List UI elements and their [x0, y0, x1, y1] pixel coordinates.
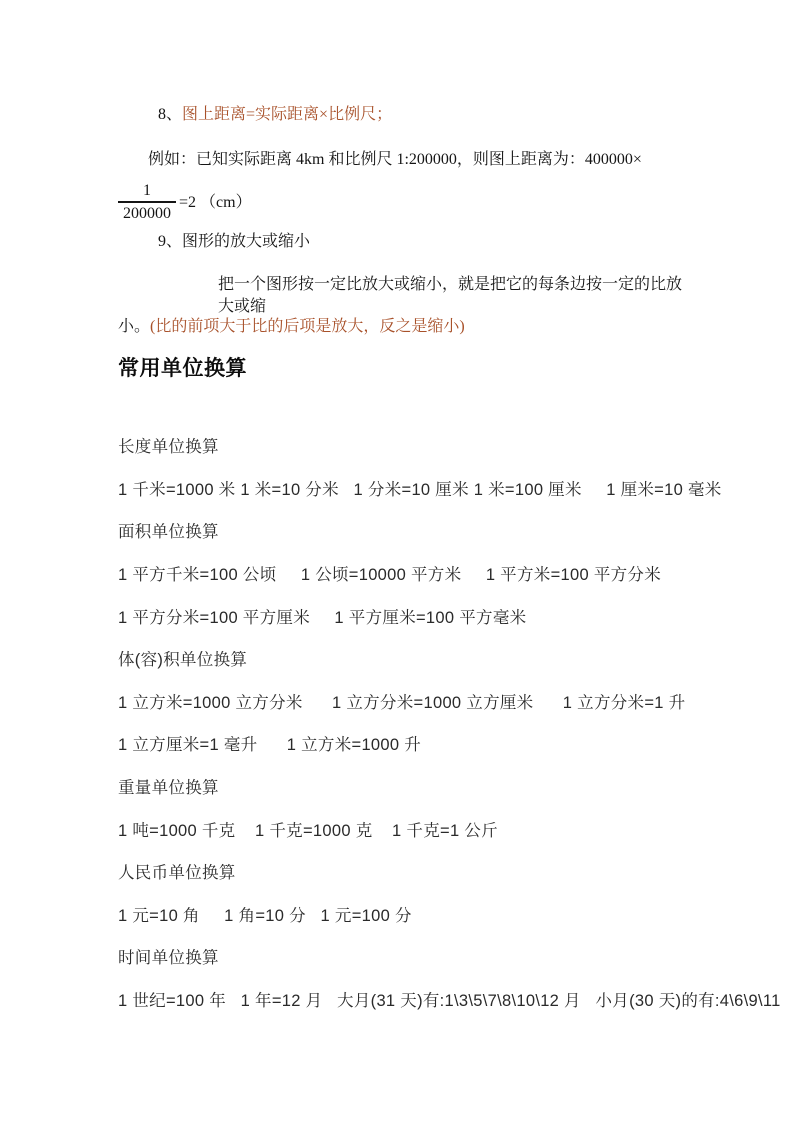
fraction-result: =2 （cm） — [179, 193, 252, 211]
fraction-expression — [118, 181, 252, 223]
fraction-denominator: 200000 — [118, 201, 176, 223]
unit-group-title-volume: 体(容)积单位换算 — [118, 651, 248, 670]
units-section — [118, 424, 781, 1020]
fraction — [118, 181, 176, 223]
unit-line: 1 立方厘米=1 毫升 1 立方米=1000 升 — [118, 736, 422, 755]
item8-formula: 图上距离=实际距离×比例尺； — [182, 106, 393, 123]
item9-body-line1: 把一个图形按一定比放大或缩小，就是把它的每条边按一定的比放大或缩 — [218, 276, 683, 315]
unit-line: 1 元=10 角 1 角=10 分 1 元=100 分 — [118, 906, 412, 925]
example-line: 例如：已知实际距离 4km 和比例尺 1:200000，则图上距离为：400000× — [148, 151, 642, 168]
unit-line: 1 平方千米=100 公顷 1 公顷=10000 平方米 1 平方米=100 平方分米 — [118, 566, 662, 585]
fraction-numerator: 1 — [143, 182, 151, 199]
item8-line — [118, 104, 688, 126]
unit-line: 1 千米=1000 米 1 米=10 分米 1 分米=10 厘米 1 米=100 厘米 1 厘米=10 毫米 — [118, 480, 722, 499]
unit-group-title-weight: 重量单位换算 — [118, 779, 219, 798]
unit-group-title-length: 长度单位换算 — [118, 438, 219, 457]
unit-line: 1 吨=1000 千克 1 千克=1000 克 1 千克=1 公斤 — [118, 821, 498, 840]
item9-body-line2 — [118, 316, 688, 338]
unit-line: 1 立方米=1000 立方分米 1 立方分米=1000 立方厘米 1 立方分米=1 升 — [118, 693, 686, 712]
unit-line: 1 世纪=100 年 1 年=12 月 大月(31 天)有:1\3\5\7\8\10\12 月 小月(30 天)的有:4\6\9\11 — [118, 992, 781, 1011]
unit-line: 1 平方分米=100 平方厘米 1 平方厘米=100 平方毫米 — [118, 608, 527, 627]
units-section-heading: 常用单位换算 — [118, 357, 247, 380]
item9-title: 9、图形的放大或缩小 — [158, 233, 311, 250]
unit-group-title-area: 面积单位换算 — [118, 523, 219, 542]
unit-group-title-time: 时间单位换算 — [118, 949, 219, 968]
unit-group-title-currency: 人民币单位换算 — [118, 864, 236, 883]
item9-body-line2-orange: (比的前项大于比的后项是放大，反之是缩小) — [150, 318, 465, 335]
item8-number: 8、 — [158, 106, 183, 123]
item9-body-line2-black: 小。 — [118, 318, 151, 335]
